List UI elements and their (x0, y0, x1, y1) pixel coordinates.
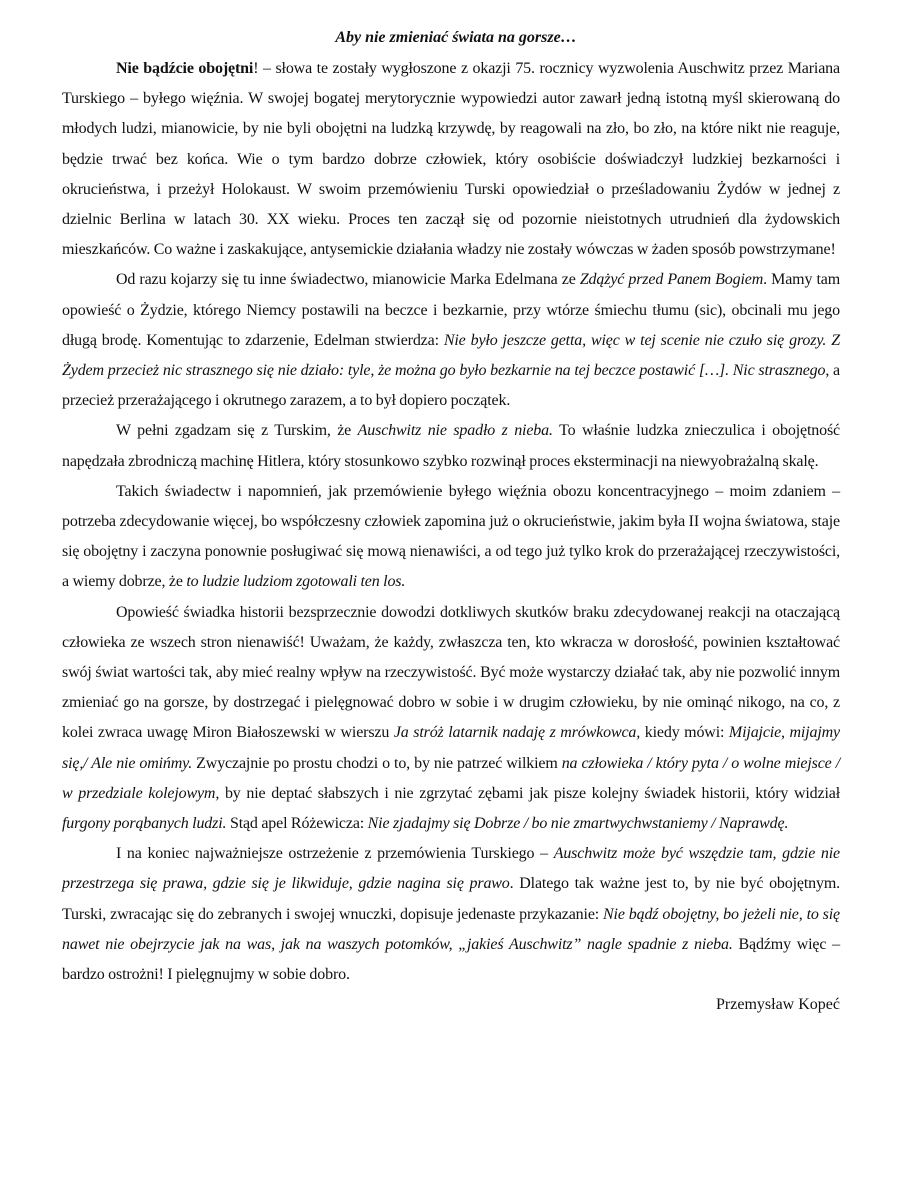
text-run: Stąd apel Różewicza: (226, 815, 368, 833)
italic-quote: Auschwitz może być wszędzie tam, gdzie nie przestrzega się prawa, gdzie się je likwiduje, gdzie nagina się prawo (62, 845, 840, 893)
italic-quote: Nie bądź obojętny, bo jeżeli nie, to się nawet nie obejrzycie jak na was, jak na waszych potomków, „jakieś Auschwitz” nagle spadnie z nieba. (62, 905, 840, 953)
paragraph (62, 54, 840, 265)
text-run: by nie deptać słabszych i nie zgrzytać zębami jak pisze kolejny świadek historii, który widział (219, 784, 841, 802)
text-run: Od razu kojarzy się tu inne świadectwo, mianowicie Marka Edelmana ze (116, 271, 580, 289)
text-run: W pełni zgadzam się z Turskim, że (116, 422, 358, 440)
italic-quote: furgony porąbanych ludzi. (62, 815, 227, 833)
paragraph (62, 598, 840, 840)
text-run: Zwyczajnie po prostu chodzi o to, by nie patrzeć wilkiem (192, 754, 562, 772)
text-run: Opowieść świadka historii bezsprzecznie dowodzi dotkliwych skutków braku zdecydowanej reakcji na otaczającą człowieka ze wszech stron nienawiść! Uważam, że każdy, zwłaszcza ten, kto wkracza w dorosłość, powinien kształtować swój świat wartości tak, aby mieć realny wpływ na rzeczywistość. Być może wystarczy działać tak, aby nie pozwolić innym zmieniać go na gorsze, by dostrzegać i pielęgnować dobro w sobie i w drugim człowieku, by nie ominąć nikogo, na co, z kolei zwraca uwagę Miron Białoszewski w wierszu (62, 603, 840, 742)
italic-quote: Auschwitz nie spadło z nieba. (357, 422, 553, 440)
text-run: . Dlatego tak ważne jest to, by nie być obojętnym. Turski, zwracając się do zebranych i swojej wnuczki, dopisuje jedenaste przykazanie: (62, 875, 841, 923)
paragraph (62, 839, 840, 990)
text-run: kiedy mówi: (640, 724, 729, 742)
text-run: ! – słowa te zostały wygłoszone z okazji 75. rocznicy wyzwolenia Auschwitz przez Mariana Turskiego – byłego więźnia. W swojej bogatej merytorycznie wypowiedzi autor zawarł jedną istotną myśl skierowaną do młodych ludzi, mianowicie, by nie byli obojętni na ludzką krzywdę, by reagowali na zło, bo zło, na które nikt nie reaguje, będzie trwać bez końca. Wie o tym bardzo dobrze człowiek, który osobiście doświadczył ludzkiej bezkarności i okrucieństwa, i przeżył Holokaust. W swoim przemówieniu Turski opowiedział o prześladowaniu Żydów w jednej z dzielnic Berlina w latach 30. XX wieku. Proces ten zaczął się od pozornie nieistotnych utrudnień dla żydowskich mieszkańców. Co ważne i zaskakujące, antysemickie działania władzy nie zostały wówczas w żaden sposób powstrzymane! (62, 60, 840, 259)
document-body (62, 54, 840, 990)
document-page (62, 24, 840, 1020)
bold-text: Nie bądźcie obojętni (116, 60, 254, 77)
italic-quote: Nie było jeszcze getta, więc w tej scenie nie czuło się grozy. Z Żydem przecież nic strasznego się nie działo: tyle, że można go było bezkarnie na tej beczce postawić […]. Nic strasznego (62, 331, 840, 380)
italic-quote: Mijajcie, mijajmy się,/ Ale nie omińmy. (62, 724, 840, 772)
italic-quote: Ja stróż latarnik nadaję z mrówkowca, (393, 724, 641, 742)
italic-quote: to ludzie ludziom zgotowali ten los. (186, 573, 406, 591)
paragraph (62, 265, 840, 416)
italic-quote: Nie zjadajmy się Dobrze / bo nie zmartwychwstaniemy / Naprawdę. (367, 815, 789, 833)
author-signature: Przemysław Kopeć (716, 996, 840, 1014)
paragraph (62, 416, 840, 476)
text-run: I na koniec najważniejsze ostrzeżenie z przemówienia Turskiego – (116, 845, 554, 863)
text-run: Takich świadectw i napomnień, jak przemówienie byłego więźnia obozu koncentracyjnego – moim zdaniem – potrzeba zdecydowanie więcej, bo współczesny człowiek zapomina już o okrucieństwie, jakim była II wojna światowa, staje się obojętny i zaczyna ponownie posługiwać się mową nienawiści, a od tego już tylko krok do przerażającej rzeczywistości, a wiemy dobrze, że (62, 482, 840, 591)
text-run: . Mamy tam opowieść o Żydzie, którego Niemcy postawili na beczce i bezkarnie, przy wtórze śmiechu tłumu (sic), obcinali mu jego długą brodę. Komentując to zdarzenie, Edelman stwierdza: (62, 271, 840, 349)
paragraph (62, 477, 840, 598)
text-run: , a przecież przerażającego i okrutnego zarazem, a to był dopiero początek. (62, 362, 841, 410)
italic-quote: na człowieka / który pyta / o wolne miejsce / w przedziale kolejowym, (62, 754, 840, 802)
italic-quote: Zdążyć przed Panem Bogiem (579, 271, 764, 289)
document-title: Aby nie zmieniać świata na gorsze… (335, 29, 577, 46)
text-run: Bądźmy więc – bardzo ostrożni! I pielęgnujmy w sobie dobro. (62, 935, 840, 984)
text-run: To właśnie ludzka znieczulica i obojętność napędzała zbrodniczą machinę Hitlera, który stosunkowo szybko rozwinął proces eksterminacji na niewyobrażalną skalę. (62, 422, 840, 470)
